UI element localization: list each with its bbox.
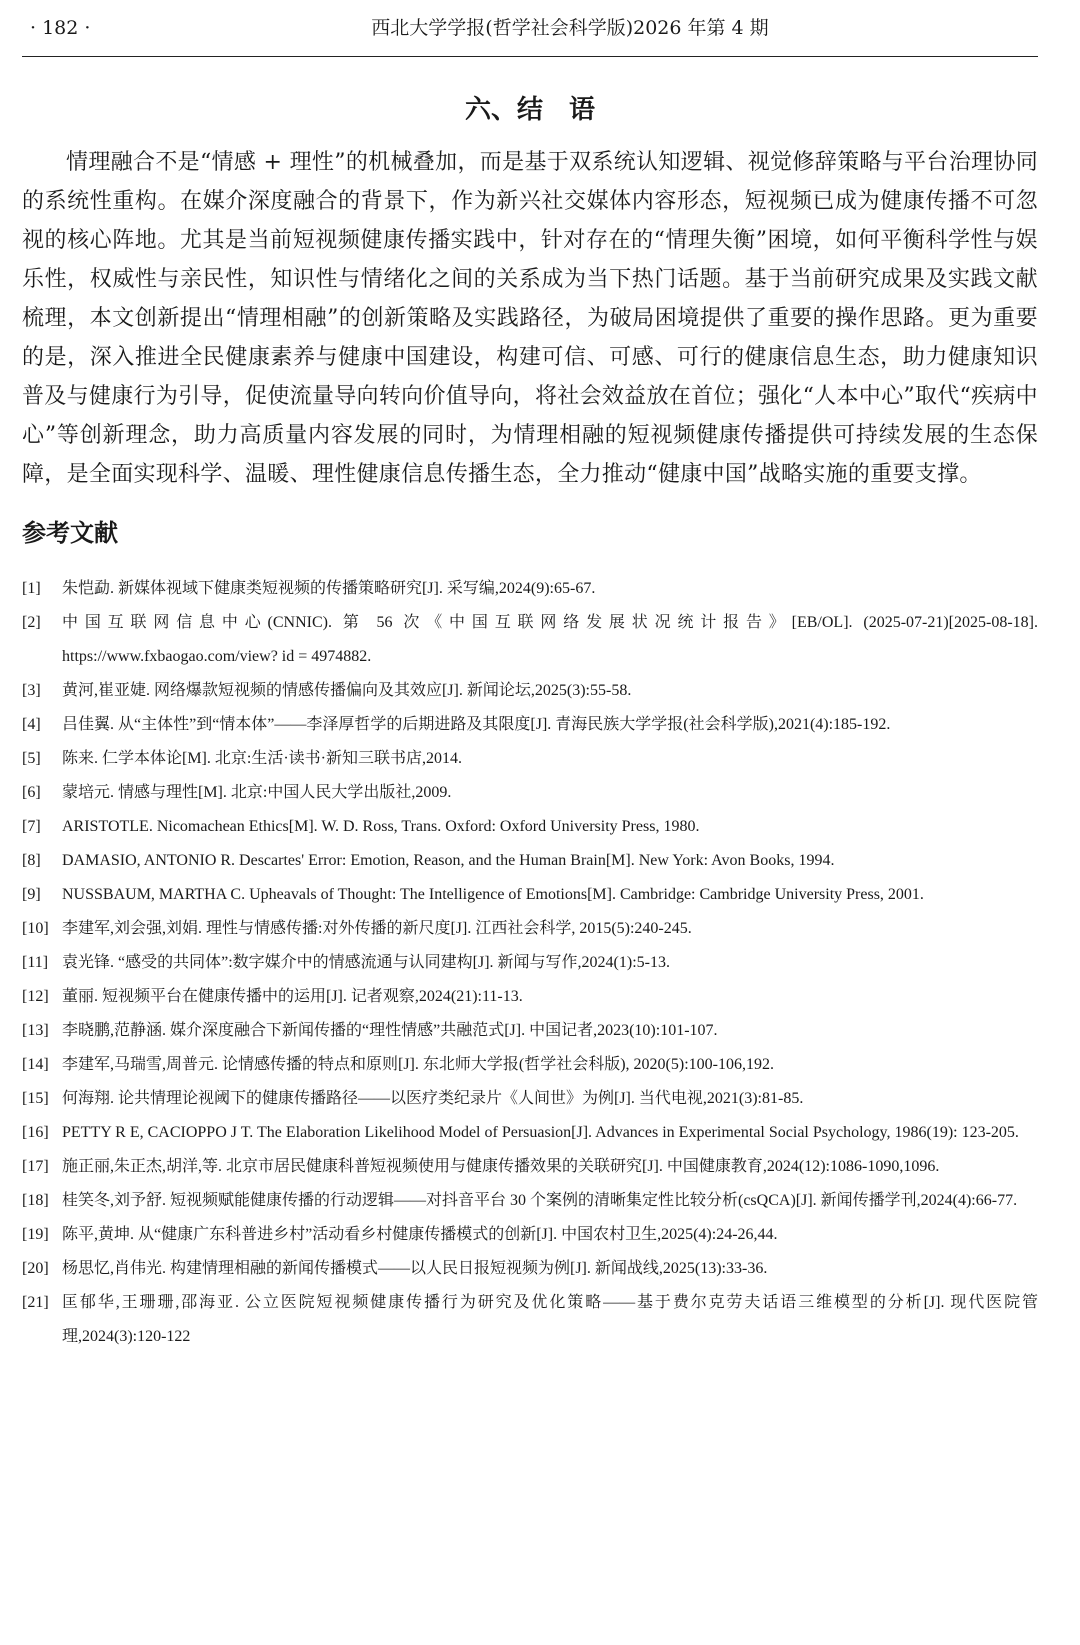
- reference-number: [4]: [22, 716, 41, 733]
- reference-number: [15]: [22, 1090, 49, 1107]
- reference-item: [22, 1014, 1038, 1048]
- reference-number: [10]: [22, 920, 49, 937]
- reference-number: [16]: [22, 1124, 49, 1141]
- reference-text: 袁光锋. “感受的共同体”:数字媒介中的情感流通与认同建构[J]. 新闻与写作,2024(1):5-13.: [62, 954, 670, 971]
- reference-text: 黄河,崔亚婕. 网络爆款短视频的情感传播偏向及其效应[J]. 新闻论坛,2025(3):55-58.: [62, 682, 632, 699]
- journal-title: 西北大学学报(哲学社会科学版)2026 年第 4 期: [371, 17, 769, 39]
- reference-text: 吕佳翼. 从“主体性”到“情本体”——李泽厚哲学的后期进路及其限度[J]. 青海民族大学学报(社会科学版),2021(4):185-192.: [62, 716, 891, 733]
- reference-text: 桂笑冬,刘予舒. 短视频赋能健康传播的行动逻辑——对抖音平台 30 个案例的清晰集定性比较分析(csQCA)[J]. 新闻传播学刊,2024(4):66-77.: [62, 1192, 1018, 1209]
- reference-number: [1]: [22, 580, 41, 597]
- reference-item: [22, 742, 1038, 776]
- reference-number: [14]: [22, 1056, 49, 1073]
- reference-text: 李建军,刘会强,刘娟. 理性与情感传播:对外传播的新尺度[J]. 江西社会科学, 2015(5):240-245.: [62, 920, 692, 937]
- reference-number: [21]: [22, 1294, 49, 1311]
- reference-item: [22, 1150, 1038, 1184]
- references-heading: 参考文献: [22, 519, 118, 547]
- reference-item: [22, 1218, 1038, 1252]
- reference-number: [3]: [22, 682, 41, 699]
- reference-text: ARISTOTLE. Nicomachean Ethics[M]. W. D. Ross, Trans. Oxford: Oxford University Press, 1980.: [62, 818, 700, 835]
- reference-item: [22, 1082, 1038, 1116]
- reference-number: [8]: [22, 852, 41, 869]
- reference-item: [22, 606, 1038, 674]
- reference-item: [22, 980, 1038, 1014]
- reference-text: 杨思忆,肖伟光. 构建情理相融的新闻传播模式——以人民日报短视频为例[J]. 新闻战线,2025(13):33-36.: [62, 1260, 768, 1277]
- reference-item: [22, 1048, 1038, 1082]
- reference-text: 中国互联网信息中心(CNNIC). 第 56 次《中国互联网络发展状况统计报告》[EB/OL]. (2025-07-21)[2025-08-18]. https://www.fxbaogao.com/view? id = 4974882.: [62, 614, 1038, 665]
- reference-item: [22, 1286, 1038, 1354]
- reference-text: 施正丽,朱正杰,胡洋,等. 北京市居民健康科普短视频使用与健康传播效果的关联研究[J]. 中国健康教育,2024(12):1086-1090,1096.: [62, 1158, 940, 1175]
- reference-text: 陈平,黄坤. 从“健康广东科普进乡村”活动看乡村健康传播模式的创新[J]. 中国农村卫生,2025(4):24-26,44.: [62, 1226, 778, 1243]
- reference-number: [19]: [22, 1226, 49, 1243]
- reference-item: [22, 1116, 1038, 1150]
- reference-item: [22, 674, 1038, 708]
- reference-item: [22, 776, 1038, 810]
- reference-number: [18]: [22, 1192, 49, 1209]
- reference-text: 匡郁华,王珊珊,邵海亚. 公立医院短视频健康传播行为研究及优化策略——基于费尔克劳夫话语三维模型的分析[J]. 现代医院管理,2024(3):120-122: [62, 1294, 1038, 1345]
- reference-text: NUSSBAUM, MARTHA C. Upheavals of Thought: The Intelligence of Emotions[M]. Cambridge: Cambridge University Press, 2001.: [62, 886, 924, 903]
- reference-text: 董丽. 短视频平台在健康传播中的运用[J]. 记者观察,2024(21):11-13.: [62, 988, 523, 1005]
- reference-item: [22, 810, 1038, 844]
- reference-item: [22, 708, 1038, 742]
- reference-number: [6]: [22, 784, 41, 801]
- conclusion-paragraph: 情理融合不是“情感 + 理性”的机械叠加，而是基于双系统认知逻辑、视觉修辞策略与平台治理协同的系统性重构。在媒介深度融合的背景下，作为新兴社交媒体内容形态，短视频已成为健康传播不可忽视的核心阵地。尤其是当前短视频健康传播实践中，针对存在的“情理失衡”困境，如何平衡科学性与娱乐性，权威性与亲民性，知识性与情绪化之间的关系成为当下热门话题。基于当前研究成果及实践文献梳理，本文创新提出“情理相融”的创新策略及实践路径，为破局困境提供了重要的操作思路。更为重要的是，深入推进全民健康素养与健康中国建设，构建可信、可感、可行的健康信息生态，助力健康知识普及与健康行为引导，促使流量导向转向价值导向，将社会效益放在首位；强化“人本中心”取代“疾病中心”等创新理念，助力高质量内容发展的同时，为情理相融的短视频健康传播提供可持续发展的生态保障，是全面实现科学、温暖、理性健康信息传播生态，全力推动“健康中国”战略实施的重要支撑。: [22, 150, 1038, 487]
- reference-text: 李晓鹏,范静涵. 媒介深度融合下新闻传播的“理性情感”共融范式[J]. 中国记者,2023(10):101-107.: [62, 1022, 718, 1039]
- reference-number: [7]: [22, 818, 41, 835]
- reference-number: [12]: [22, 988, 49, 1005]
- reference-number: [9]: [22, 886, 41, 903]
- reference-text: 陈来. 仁学本体论[M]. 北京:生活·读书·新知三联书店,2014.: [62, 750, 462, 767]
- reference-item: [22, 1252, 1038, 1286]
- reference-number: [17]: [22, 1158, 49, 1175]
- page-number: · 182 ·: [30, 17, 91, 39]
- reference-list: [22, 572, 1038, 1354]
- reference-number: [2]: [22, 614, 41, 631]
- reference-number: [13]: [22, 1022, 49, 1039]
- reference-item: [22, 572, 1038, 606]
- reference-number: [5]: [22, 750, 41, 767]
- reference-number: [11]: [22, 954, 49, 971]
- section-heading: 六、结 语: [464, 95, 595, 125]
- reference-text: 蒙培元. 情感与理性[M]. 北京:中国人民大学出版社,2009.: [62, 784, 452, 801]
- reference-text: DAMASIO, ANTONIO R. Descartes' Error: Emotion, Reason, and the Human Brain[M]. New York: Avon Books, 1994.: [62, 852, 835, 869]
- reference-item: [22, 912, 1038, 946]
- reference-item: [22, 946, 1038, 980]
- reference-item: [22, 844, 1038, 878]
- reference-item: [22, 878, 1038, 912]
- running-header: [22, 0, 1038, 57]
- reference-text: 李建军,马瑞雪,周普元. 论情感传播的特点和原则[J]. 东北师大学报(哲学社会科版), 2020(5):100-106,192.: [62, 1056, 774, 1073]
- reference-item: [22, 1184, 1038, 1218]
- reference-number: [20]: [22, 1260, 49, 1277]
- reference-text: 何海翔. 论共情理论视阈下的健康传播路径——以医疗类纪录片《人间世》为例[J]. 当代电视,2021(3):81-85.: [62, 1090, 804, 1107]
- reference-text: 朱恺勐. 新媒体视域下健康类短视频的传播策略研究[J]. 采写编,2024(9):65-67.: [62, 580, 596, 597]
- reference-text: PETTY R E, CACIOPPO J T. The Elaboration Likelihood Model of Persuasion[J]. Advances in Experimental Social Psychology, 1986(19): 123-205.: [62, 1124, 1019, 1141]
